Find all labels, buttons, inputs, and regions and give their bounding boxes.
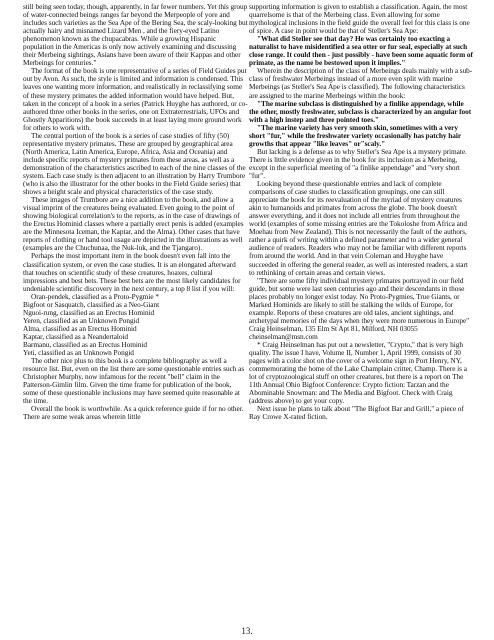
list-item: Bigfoot or Sasquatch, classified as a Neo-Giant [23,299,160,309]
quotation: "What did Steller see that day? He was certainly too exacting a naturalist to have misidentified a sea otter or fur seal, especially at such close range. It could then - just possibly - have been some aquatic form of primate, as the name be bestowed upon it implies." [249,34,473,68]
paragraph: supporting information is given to establish a classification. Again, the most quarrelsome is that of the Merbeing class. Even allowing for some mythological inclusions in the field guide the overall feel for this class is one of spice. A case in point would be that of Steller's Sea Ape: [249,2,470,36]
paragraph: Overall the book is worthwhile. As a quick reference guide if for no other. There are some weak areas wherein little [23,404,244,422]
list-item: Alma, classified as an Erectus Hominid [23,323,137,333]
quotation: "The marine subclass is distinguished by a finlike appendage, while the other, mostly freshwater, subclass is characterized by an angular foot with a high instep and three pointed toes." [249,98,472,124]
paragraph: The format of the book is one representative of a series of Field Guides put out by Avon. As such, the style is limited and information is condensed. This leaves one wanting more information, and realistically in reclassifying some of these mystery primates the added information would have helped. But, taken in the concept of a book in a series (Patrick Huyghe has authored, or co-authored three other books in the series, one on Extraterrestrials, UFOs and Ghostly Apparitions) the book succeeds in at least laying more ground work for others to work with. [23,66,248,132]
right-column [249,3,474,421]
paragraph: "There are some fifty individual mystery primates portrayed in our field guide, but some were last seen centuries ago and their descendants in those places probably no longer exist today. No Proto-Pygmies, True Giants, or Marked Hominids are likely to still be stalking the wilds of Europe, for example. Reports of these creatures are old tales, ancient sightings, and archetypal memories of the days when they were more numerous in Europe" Craig Heinselman, 135 Elm St Apt 81, Milford, NH 03055 cheinselman@msn.com [249,275,470,341]
paragraph: * Craig Heinselman has put out a newsletter, "Crypto," that is very high quality. The issue I have, Volume II, Number 1, April 1999, consists of 30 pages with a color shot on the cover of a welcome sign in Port Henry, NY, commemorating the home of the Lake Champlain critter, Champ. There is a lot of cryptozoological stuff on other creatures, but there is a report on The 11th Annual Ohio Bigfoot Conference: Crypto fiction: Tarzan and the Abominable Snowman: and The Media and Bigfoot. Check with Craig (address above) to get your copy. [249,339,467,406]
paragraph: But lacking is a defense as to why Steller's Sea Ape is a mystery primate. There is little evidence given in the book for its inclusion as a Merbeing, except in the superficial meeting of "a finlike appendage" and "very short "fur". [249,146,467,180]
paragraph: The other nice plus to this book is a complete bibliography as well a resource list. But, even on the list there are some questionable entries such as Christopher Murphy, now infamous for the recent "bell" claim in the Patterson-Gimlin film. Given the time frame for publication of the book, some of these questionable inclusions may have seemed quite reasonable at the time. [23,356,245,406]
list-item: Nguoi-rung, classified as an Erectus Hominid [23,307,155,317]
paragraph: Looking beyond these questionable entries and lack of complete comparisons of case studies to classification groupings, one can still appreciate the book for its reevaluation of the myriad of mystery creatures akin to humanoids and primates from across the globe. The book doesn't answer everything, and it does not include all entries from throughout the world (examples of some missing entries are the Tokoloshe from Africa and Moehau from New Zealand). This is not necessarily the fault of the authors, rather a quirk of writing within a defined parameter and to a wider general audience of readers. Readers who may not be familiar with different reports from around the world. And in that vein Coleman and Huyghe have succeeded in offering the general reader, as well as interested readers, a start to rethinking of certain areas and certain views. [249,179,468,277]
quotation: "The marine variety has very smooth skin, sometimes with a very short "fur," while the freshwater variety occasionally has patchy hair growths that appear "like leaves" or"scaly." [249,122,461,148]
page-number: 13. [241,626,253,636]
paragraph: Wherein the description of the class of Merbeings deals mainly with a sub-class of freshwater Merbeings instead of a more even split with marine Merbeings (as Steller's Sea Ape is classified). The following characteristics are assigned to the marine Merbeings within the book: [249,66,473,100]
paragraph: Next issue he plans to talk about "The Bigfoot Bar and Grill," a piece of Ray Crowe X-rated fiction. [249,404,464,422]
list-item: Kaptar, classified as a Neandertaloid [23,331,129,341]
paragraph: Perhaps the most important item in the book doesn't even fall into the classification system, or even the case studies. It is an elongated afterward that touches on scientific study of these creatures, hoaxes, cultural impressions and best bets. These best bets are the most likely candidates for undeniable scientific discovery in the next century, a top 8 list if you will: [23,251,241,293]
list-item: Oran-pendek, classified as a Proto-Pygmie * [31,291,159,301]
list-item: Yeren, classified as an Unknown Pongid [23,315,140,325]
paragraph: still being seen today, though, apparently, in far fewer numbers. Yet this group of water-connected beings ranges far beyond the Merpeople of yore and includes such varieties as the Sea Ape of the Bering Sea, the scaly-looking but actually hairy and misnamed Lizard Men , and the fiery-eyed Latino phenomenon known as the chupacabras. While a growing Hispanic population in the Americas is only now actively examining and discussing their Merbeing sightings, Asians have been aware of their Kappas and other Merbeings for centuries." [23,2,248,68]
paragraph: These images of Trumbore are a nice addition to the book, and allow a visual imprint of the creatures being evaluated. Even going to the point of showing biological correlation's to the reports, as in the case of drawings of the Erectus Hominid classes where a partially erect penis is added (examples are the Minnesota Iceman, the Kaptar, and the Alma). Other cases that have reports of clothing or hand tool usage are depicted in the illustrations as well (examples are the Chuchunaa, the Nuk-luk, and the Tjangaro). [23,195,244,253]
list-item: Barmanu, classified as an Erectus Hominid [23,339,147,349]
list-item: Yeti, classified as an Unknown Pongid [23,348,134,358]
left-column [23,3,248,421]
paragraph: The central portion of the book is a series of case studies of fifty (50) representative mystery primates. These are grouped by geographical area (North America, Latin America, Europe, Africa, Asia and Oceania) and include specific reports of mystery primates from these areas, as well as a demonstration of the characteristics ascribed to each of the nine classes of the system. Each case study is then adjacent to an illustration by Harry Trumbore (who is also the illustrator for the other books in the Field Guide series) that shows a height scale and physical characteristics of the case study. [23,130,246,197]
